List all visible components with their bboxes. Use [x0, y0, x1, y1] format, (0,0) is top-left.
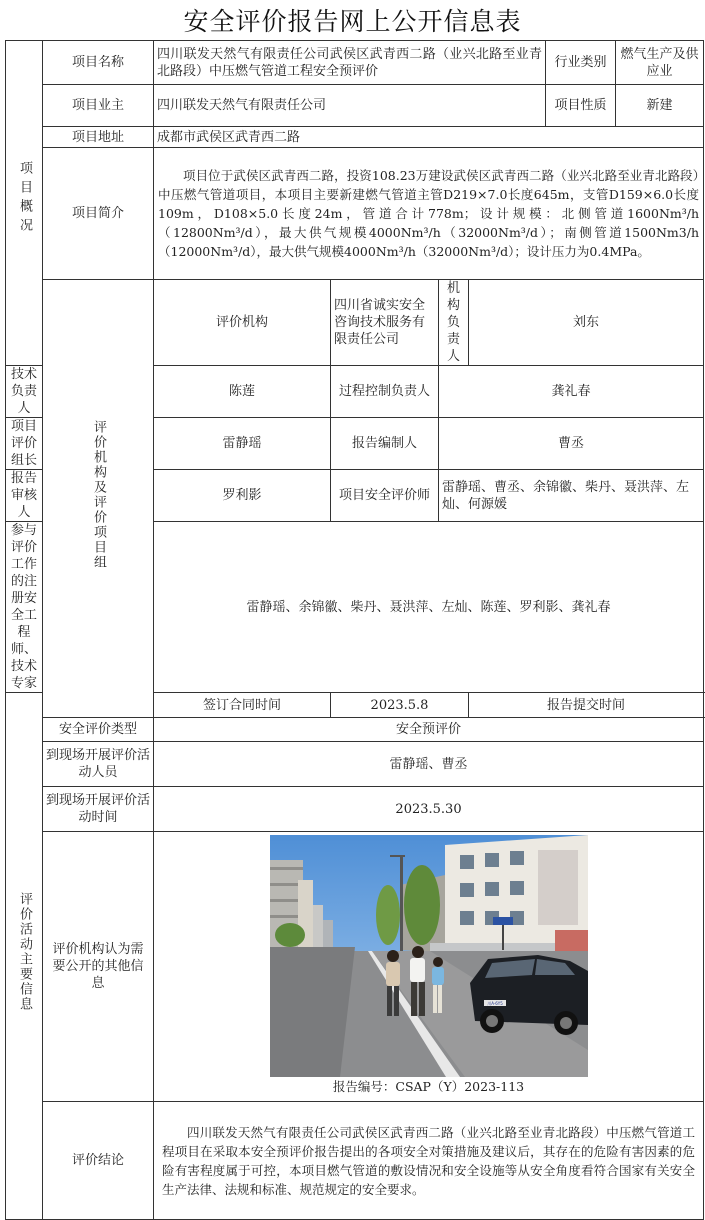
site-time-label: 到现场开展评价活动时间	[43, 787, 154, 832]
site-time-value: 2023.5.30	[154, 787, 704, 832]
agency-head-value: 刘东	[469, 280, 704, 366]
public-info-label: 评价机构认为需要公开的其他信息	[43, 832, 154, 1102]
safety-assessor-value: 雷静瑶、曹丞、余锦徽、柴丹、聂洪萍、左灿、何源媛	[439, 470, 704, 522]
process-head-label: 过程控制负责人	[331, 366, 439, 418]
report-reviewer-label: 报告审核人	[6, 470, 43, 522]
engineers-value: 雷静瑶、余锦徽、柴丹、聂洪萍、左灿、陈莲、罗利影、龚礼春	[154, 522, 704, 693]
safety-assessor-label: 项目安全评价师	[331, 470, 439, 522]
section-agency: 评价机构及评价项目组	[43, 280, 154, 718]
report-reviewer-value: 罗利影	[154, 470, 331, 522]
tech-head-value: 陈莲	[154, 366, 331, 418]
conclusion-label: 评价结论	[43, 1102, 154, 1220]
agency-org-value: 四川省诚实安全咨询技术服务有限责任公司	[331, 280, 439, 366]
industry-label: 行业类别	[546, 41, 616, 85]
engineers-label: 参与评价工作的注册安全工程师、技术专家	[6, 522, 43, 693]
project-owner-value: 四川联发天然气有限责任公司	[154, 85, 546, 127]
report-writer-label: 报告编制人	[331, 418, 439, 470]
project-address-label: 项目地址	[43, 127, 154, 148]
conclusion-value: 四川联发天然气有限责任公司武侯区武青西二路（业兴北路至业青北路段）中压燃气管道工程项目在采取本安全预评价报告提出的各项安全对策措施及建议后，其存在的危险有害因素的危险有害程度属于可控，本项目燃气管道的敷设情况和安全设施等从安全角度看符合国家有关安全生产法律、法规和标准、规范规定的安全要求。	[154, 1102, 704, 1220]
process-head-value: 龚礼春	[439, 366, 704, 418]
tech-head-label: 技术负责人	[6, 366, 43, 418]
industry-value: 燃气生产及供应业	[616, 41, 704, 85]
team-leader-label: 项目评价组长	[6, 418, 43, 470]
project-address-value: 成都市武侯区武青西二路	[154, 127, 704, 148]
page-title: 安全评价报告网上公开信息表	[183, 7, 522, 36]
license-plate: 川A·6Y5	[486, 1001, 503, 1006]
public-info-value	[154, 832, 704, 1102]
section-activities: 评价活动主要信息	[6, 693, 43, 1220]
info-table	[5, 40, 704, 1220]
section-overview: 项目概况	[6, 41, 43, 366]
project-owner-label: 项目业主	[43, 85, 154, 127]
project-intro-label: 项目简介	[43, 148, 154, 280]
report-writer-value: 曹丞	[439, 418, 704, 470]
contract-time-value: 2023.5.8	[331, 693, 469, 718]
site-photo	[270, 835, 588, 1077]
project-nature-label: 项目性质	[546, 85, 616, 127]
site-staff-value: 雷静瑶、曹丞	[154, 742, 704, 787]
assessment-type-value: 安全预评价	[154, 718, 704, 742]
report-number-caption: 报告编号：CSAP（Y）2023-113	[332, 1079, 525, 1094]
project-name-value: 四川联发天然气有限责任公司武侯区武青西二路（业兴北路至业青北路段）中压燃气管道工程安全预评价	[154, 41, 546, 85]
contract-time-label: 签订合同时间	[154, 693, 331, 718]
project-nature-value: 新建	[616, 85, 704, 127]
assessment-type-label: 安全评价类型	[43, 718, 154, 742]
team-leader-value: 雷静瑶	[154, 418, 331, 470]
project-name-label: 项目名称	[43, 41, 154, 85]
submit-time-label: 报告提交时间	[469, 693, 704, 718]
agency-head-label: 机构负责人	[439, 280, 469, 366]
project-intro-value: 项目位于武侯区武青西二路，投资108.23万建设武侯区武青西二路（业兴北路至业青北路段）中压燃气管道项目，本项目主要新建燃气管道主管D219×7.0长度645m，支管D159×6.0长度109m，D108×5.0长度24m，管道合计778m；设计规模：北侧管道1600Nm³/h（12800Nm³/d），最大供气规模4000Nm³/h（32000Nm³/d）；南侧管道1500Nm3/h（12000Nm³/d），最大供气规模4000Nm³/h（32000Nm³/d）；设计压力为0.4MPa。	[154, 148, 704, 280]
agency-org-label: 评价机构	[154, 280, 331, 366]
site-staff-label: 到现场开展评价活动人员	[43, 742, 154, 787]
